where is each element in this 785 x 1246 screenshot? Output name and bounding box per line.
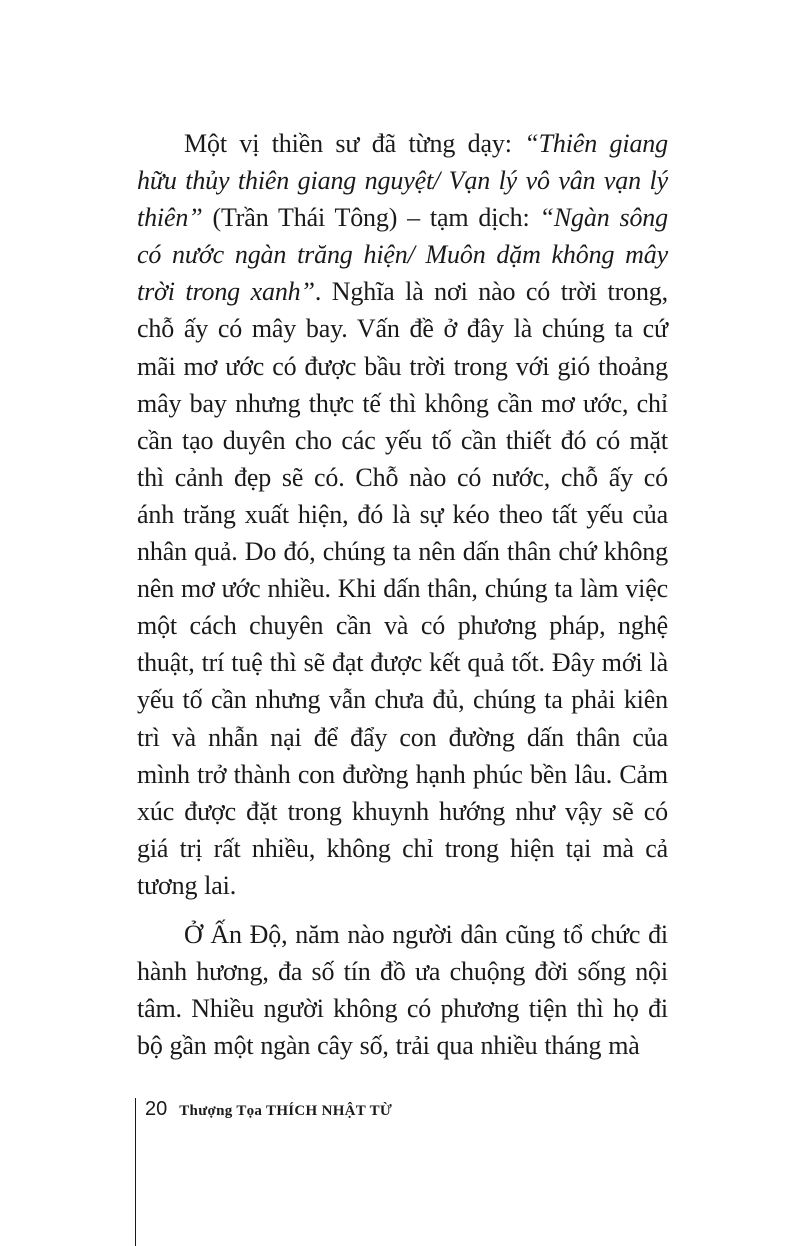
paragraph-1-segment-5: . Nghĩa là nơi nào có trời trong, chỗ ấy có mây bay. Vấn đề ở đây là chúng ta cứ mãi mơ ước có được bầu trời trong với gió thoảng mây bay nhưng thực tế thì không cần mơ ước, chỉ cần tạo duyên cho các yếu tố cần thiết đó có mặt thì cảnh đẹp sẽ có. Chỗ nào có nước, chỗ ấy có ánh trăng xuất hiện, đó là sự kéo theo tất yếu của nhân quả. Do đó, chúng ta nên dấn thân chứ không nên mơ ước nhiều. Khi dấn thân, chúng ta làm việc một cách chuyên cần và có phương pháp, nghệ thuật, trí tuệ thì sẽ đạt được kết quả tốt. Đây mới là yếu tố cần nhưng vẫn chưa đủ, chúng ta phải kiên trì và nhẫn nại để đẩy con đường dấn thân của mình trở thành con đường hạnh phúc bền lâu. Cảm xúc được đặt trong khuynh hướng như vậy sẽ có giá trị rất nhiều, không chỉ trong hiện tại mà cả tương lai. [137,277,668,900]
paragraph-1-segment-1: Một vị thiền sư đã từng dạy: [184,129,525,158]
page-footer [145,1098,392,1126]
running-head: Thượng Tọa THÍCH NHẬT TỪ [179,1103,393,1119]
footer-vertical-rule [135,1098,136,1246]
paragraph-2 [137,916,668,1064]
page-number: 20 [145,1098,168,1120]
paragraph-1-quote-translation: “Ngàn sông có nước ngàn trăng hiện/ Muôn dặm không mây trời trong xanh” [137,203,669,307]
paragraph-1-segment-3: (Trần Thái Tông) – tạm dịch: [202,203,540,233]
paragraph-1 [137,125,668,904]
paragraph-2-segment-1: Ở Ấn Độ, năm nào người dân cũng tổ chức đi hành hương, đa số tín đồ ưa chuộng đời sống nội tâm. Nhiều người không có phương tiện thì họ đi bộ gần một ngàn cây số, trải qua nhiều tháng mà [137,919,668,1061]
paragraph-1-quote-original: “Thiên giang hữu thủy thiên giang nguyệt/ Vạn lý vô vân vạn lý thiên” [137,129,668,233]
page-body [137,125,668,1064]
